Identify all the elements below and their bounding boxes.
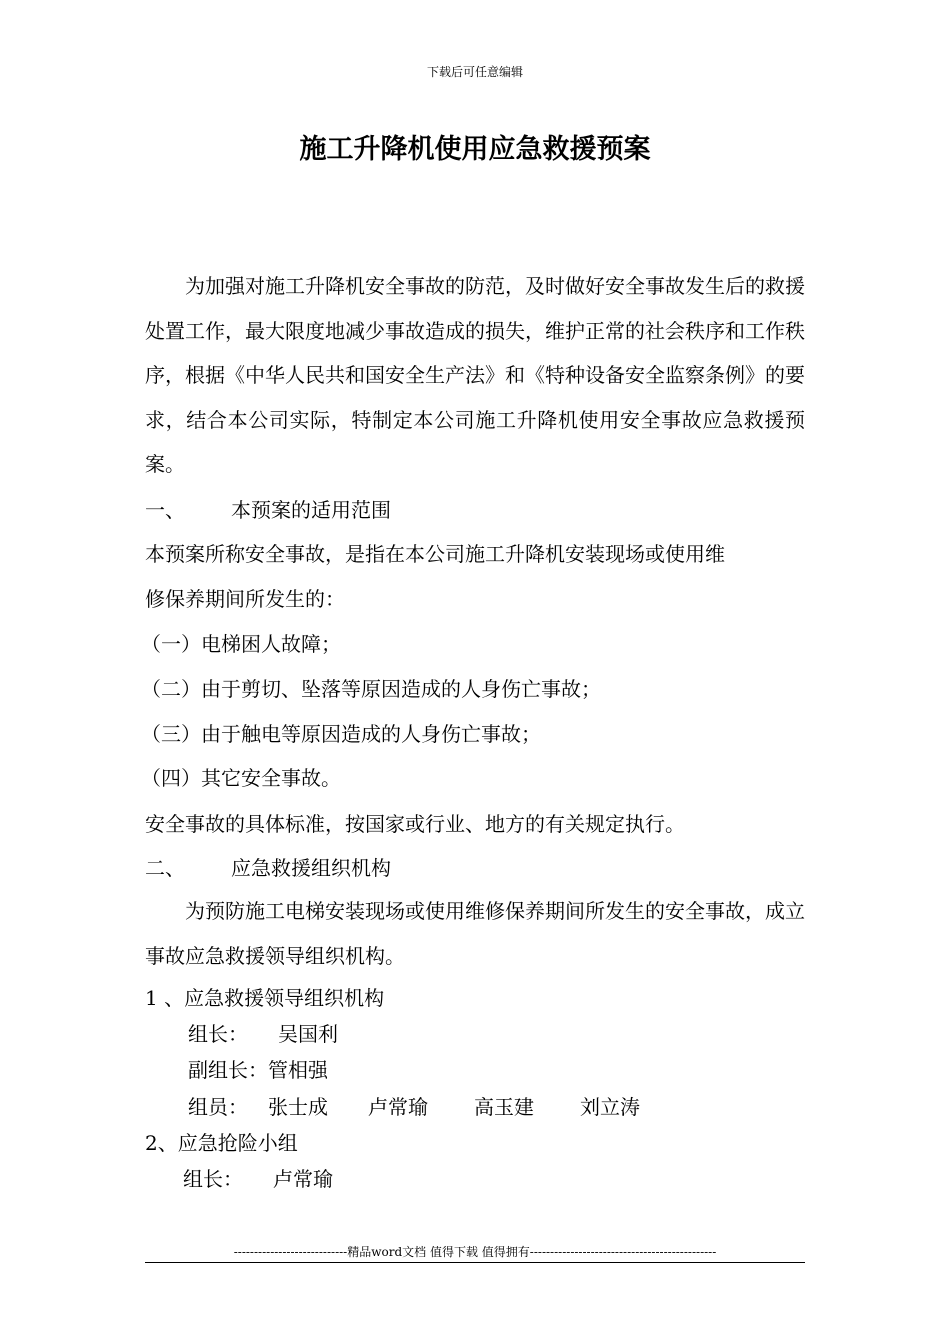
subsection-2-title: 2、应急抢险小组 bbox=[145, 1131, 298, 1155]
page-title: 施工升降机使用应急救援预案 bbox=[299, 134, 651, 165]
leader-row bbox=[188, 1020, 338, 1048]
deputy-row bbox=[188, 1056, 328, 1084]
section-2-number: 二、 bbox=[145, 856, 185, 880]
section-2-title: 应急救援组织机构 bbox=[231, 856, 391, 880]
section-2-paragraph: 为预防施工电梯安装现场或使用维修保养期间所发生的安全事故，成立事故应急救援领导组织机构。 bbox=[145, 899, 805, 968]
member-name: 高玉建 bbox=[474, 1095, 534, 1119]
member-name: 张士成 bbox=[268, 1095, 328, 1119]
section-1-text-line-2: 修保养期间所发生的： bbox=[145, 587, 345, 611]
deputy-name: 管相强 bbox=[268, 1058, 328, 1082]
deputy-label: 副组长： bbox=[188, 1058, 268, 1082]
subsection-1-title: 1 、应急救援领导组织机构 bbox=[145, 986, 385, 1010]
leader-label: 组长： bbox=[188, 1022, 248, 1046]
header-note: 下载后可任意编辑 bbox=[426, 65, 523, 79]
list-item: （四）其它安全事故。 bbox=[141, 766, 341, 790]
section-1-title: 本预案的适用范围 bbox=[231, 498, 391, 522]
section-2-heading bbox=[145, 854, 391, 882]
member-name: 卢常瑜 bbox=[368, 1095, 428, 1119]
member-name: 刘立涛 bbox=[580, 1095, 640, 1119]
intro-paragraph: 为加强对施工升降机安全事故的防范，及时做好安全事故发生后的救援处置工作，最大限度地减少事故造成的损失，维护正常的社会秩序和工作秩序，根据《中华人民共和国安全生产法》和《特种设备安全监察条例》的要求，结合本公司实际，特制定本公司施工升降机使用安全事故应急救援预案。 bbox=[145, 274, 805, 476]
sub2-leader-label: 组长： bbox=[183, 1167, 243, 1191]
list-item: （三）由于触电等原因造成的人身伤亡事故； bbox=[141, 722, 541, 746]
sub2-leader-row bbox=[183, 1165, 333, 1193]
members-row bbox=[188, 1093, 640, 1121]
members-label: 组员： bbox=[188, 1095, 248, 1119]
section-1-number: 一、 bbox=[145, 498, 185, 522]
section-1-heading bbox=[145, 496, 391, 524]
footer-rule bbox=[145, 1262, 805, 1263]
footer-note: ----------------------------精品word文档 值得下载 值得拥有---------------------------------------------- bbox=[233, 1245, 717, 1259]
leader-name: 吴国利 bbox=[278, 1022, 338, 1046]
sub2-leader-name: 卢常瑜 bbox=[273, 1167, 333, 1191]
list-item: （一）电梯困人故障； bbox=[141, 632, 341, 656]
standard-note: 安全事故的具体标准，按国家或行业、地方的有关规定执行。 bbox=[145, 812, 685, 836]
list-item: （二）由于剪切、坠落等原因造成的人身伤亡事故； bbox=[141, 677, 601, 701]
section-1-text-line-1: 本预案所称安全事故，是指在本公司施工升降机安装现场或使用维 bbox=[145, 542, 725, 566]
